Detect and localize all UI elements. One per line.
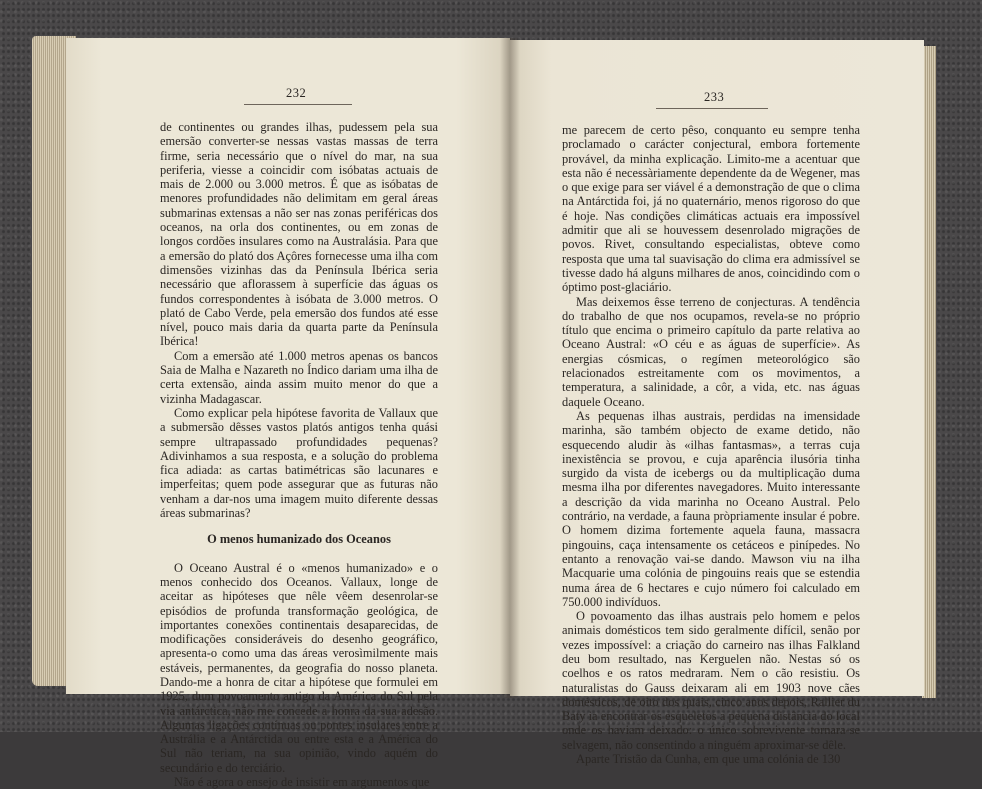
right-text-column (562, 123, 860, 766)
left-page (66, 38, 510, 789)
left-paragraph: de continentes ou grandes ilhas, pudessem pela sua emersão converter-se nessas vastas massas de terra firme, seria necessário que o nível do mar, na sua periferia, viesse a coincidir com isóbatas actuais de mais de 2.000 ou 3.000 metros. É que as isóbatas de menores profundidades não delimitam em geral áreas submarinas extensas a não ser nas zonas periféricas dos oceanos, na orla dos continentes, ou em zonas de longos cordões insulares como na Australásia. Para que a emersão do plató dos Açôres fornecesse uma ilha com dimensões vizinhas das da Península Ibérica seria necessário que aflorassem à superfície das águas os fundos correspondentes à isóbata de 3.000 metros. O plató de Cabo Verde, pela emersão dos fundos até esse nível, pouco mais daria da quarta parte da Península Ibérica! (160, 120, 438, 349)
right-header-rule (656, 108, 768, 109)
right-paragraph: O povoamento das ilhas austrais pelo homem e pelos animais domésticos tem sido geralmente difícil, senão por vezes impossível: a criação do carneiro nas ilhas Falkland deu bom resultado, nas Kerguelen não. Nestas só os coelhos e os ratos medraram. Nem o cão resistiu. Os naturalistas do Gauss deixaram ali em 1903 nove cães domésticos, de oito dos quais, cinco anos depois, Rallier du Baty ia encontrar os esqueletos a pequena distância do local onde os haviam deixado: o único sobrevivente tornara-se selvagem, não consentindo a ninguém aproximar-se dêle. (562, 609, 860, 752)
right-page-stack (922, 46, 936, 698)
right-paragraph: Aparte Tristão da Cunha, em que uma colónia de 130 (576, 752, 841, 767)
right-paragraph: As pequenas ilhas austrais, perdidas na imensidade marinha, são também objecto de exame detido, não esquecendo aludir às «ilhas fantasmas», a terras cuja inexistência se provou, e cuja aparência ilusória tinha surgido da vista de icebergs ou da multiplicação duma mesma ilha por diferentes navegadores. Muito interessante a descrição da vida marinha no Oceano Austral. Pelo contrário, na verdade, a fauna pròpriamente insular é pobre. O homem dizima fortemente aquela fauna, massacra pingouins, caça intensamente os cetáceos e pinípedes. No entanto a renovação vai-se dando. Mawson viu na ilha Macquarie uma colónia de pingouins reais que se estendia numa área de 6 hectares e cujo número foi calculado em 750.000 indivíduos. (562, 408, 860, 609)
section-heading: O menos humanizado dos Oceanos (207, 532, 391, 547)
left-paragraph: Como explicar pela hipótese favorita de Vallaux que a submersão dêsses vastos platós antigos tenha quási sempre ultrapassado profundidades pequenas? Adivinhamos a sua resposta, e a solução do problema fica adiada: as cartas batimétricas são lacunares e imperfeitas; quem pode assegurar que as futuras não venham a dar-nos uma imagem muito diferente dessas áreas submarinas? (160, 405, 438, 521)
left-paragraph: Com a emersão até 1.000 metros apenas os bancos Saia de Malha e Nazareth no Índico dariam uma ilha de certa extensão, ainda assim muito menor do que a vizinha Madagascar. (160, 348, 438, 406)
left-paragraph: O Oceano Austral é o «menos humanizado» e o menos conhecido dos Oceanos. Vallaux, longe de aceitar as hipóteses que nêle vêem desenrolar-se episódios de profunda transformação geológica, de importantes conexões continentais desaparecidas, de modificações consideráveis do desenho geográfico, apresenta-o como uma das áreas verosìmilmente mais estáveis, permanentes, da geografia do nosso planeta. Dando-me a honra de citar a hipótese que formulei em 1925, dum povoamento antigo da América do Sul pela via antárctica, não me concede a honra da sua adesão. Algumas ligações contínuas ou pontes insulares entre a Austrália e a Antárctida ou entre esta e a América do Sul não teriam, na sua opinião, vindo aquém do secundário e do terciário. (160, 560, 438, 775)
right-page-number: 233 (704, 90, 725, 104)
left-header-rule (244, 104, 352, 105)
right-page (510, 40, 924, 767)
left-paragraph: Não é agora o ensejo de insistir em argumentos que (174, 775, 430, 789)
right-paragraph: me parecem de certo pêso, conquanto eu sempre tenha proclamado o carácter conjectural, embora fortemente provável, da minha explicação. Limito-me a acentuar que esta não é necessàriamente dependente da de Wegener, mas o que exige para ser viável é a demonstração de que o clima na Antárctida foi, já no quaternário, menos rigoroso do que é hoje. Nas condições climáticas actuais era impossível admitir que ali se houvessem desenrolado migrações de povos. Rivet, consultando especialistas, obteve como resposta que uma tal suavisação do clima era admissível se tivesse dado há alguns milhares de anos, coincidindo com o óptimo post-glaciário. (562, 123, 860, 295)
left-page-number: 232 (286, 86, 307, 100)
right-paragraph: Mas deixemos êsse terreno de conjecturas. A tendência do trabalho de que nos ocupamos, revela-se no próprio título que encima o primeiro capítulo da parte relativa ao Oceano Austral: «O céu e as águas de superfície». As energias cósmicas, o regímen meteorológico são relacionados estreitamente com os movimentos, a temperatura, a salinidade, a côr, a vida, etc. nas águas daquele Oceano. (562, 294, 860, 409)
left-text-column (160, 120, 438, 789)
